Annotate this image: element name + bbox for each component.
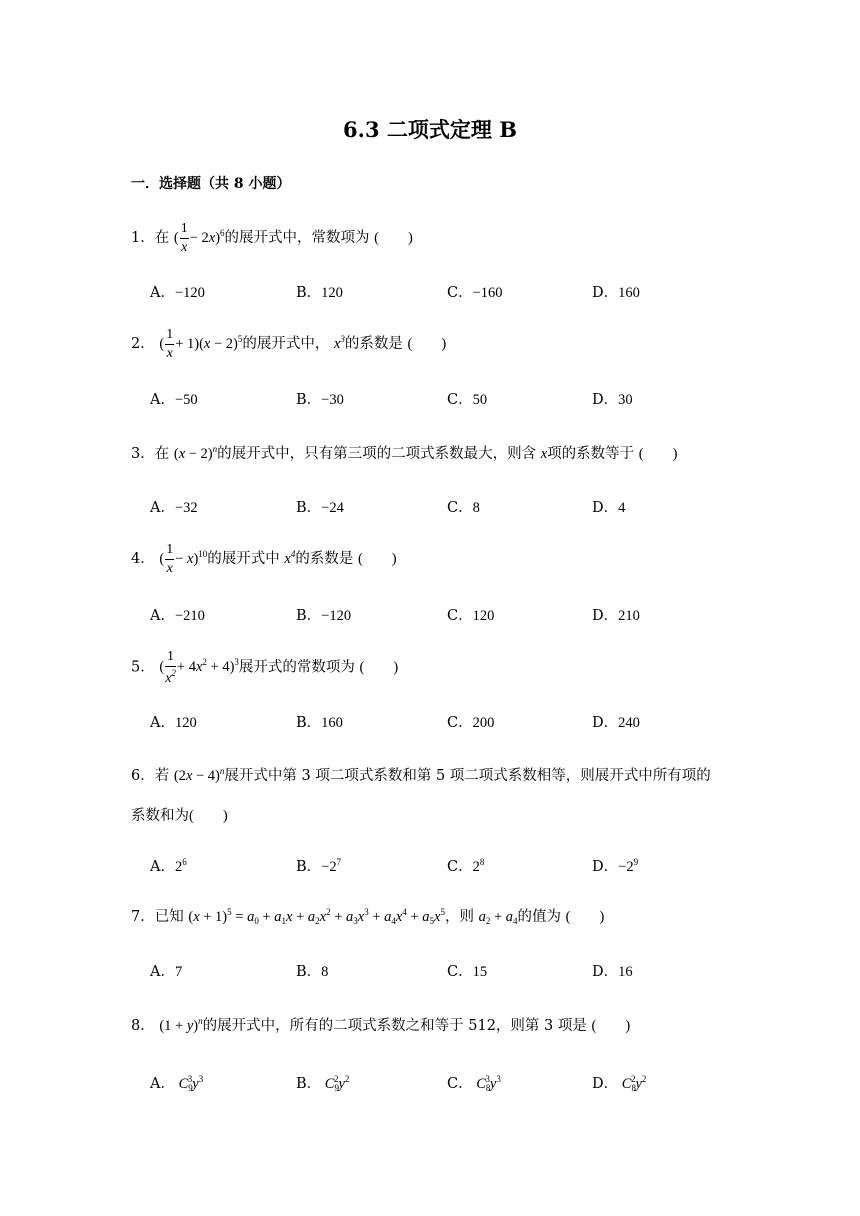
question-text: 的展开式中 [207, 550, 280, 567]
question-1 [131, 222, 413, 255]
answer-blank: ( ) [189, 808, 228, 824]
question-number: 2． [131, 335, 155, 352]
math-term: $x^4$ [284, 548, 296, 567]
question-text: 的系数是 [344, 335, 403, 352]
math-expression: $(x + 1)^5 = a_0 + a_1x + a_2x^2 + a_3x^3 + a_4x^4 + a_5x^5$ [188, 907, 445, 926]
question-number: 6． [131, 768, 155, 784]
option-b[interactable]: B．$-2^7$ [296, 857, 342, 875]
question-text: 已知 [154, 909, 184, 925]
option-c[interactable]: C． $C_8^3y^3$ [447, 1074, 501, 1093]
question-5 [131, 650, 398, 686]
question-6-line2 [131, 804, 228, 825]
answer-blank: ( ) [357, 550, 397, 567]
question-number: 4． [131, 550, 155, 567]
answer-blank: ( ) [565, 909, 605, 925]
answer-blank: ( ) [591, 1018, 631, 1034]
question-text: 的展开式中， [242, 335, 330, 352]
question-3 [131, 442, 677, 463]
question-text: 的值为 [517, 909, 561, 925]
math-term: $a_2 + a_4$ [478, 909, 518, 926]
question-text: 在 [154, 229, 170, 246]
math-term: $x^3$ [333, 333, 345, 352]
math-expression: ( $\frac{1}{x^2}$ + $4x^2 + 4)^3$ [159, 649, 239, 686]
math-expression: $(2x - 4)^n$ [173, 766, 225, 784]
question-text: 的展开式中，只有第三项的二项式系数最大，则含 [217, 446, 537, 462]
option-a[interactable]: A．−210 [150, 608, 205, 624]
option-a[interactable]: A． $C_9^3y^3$ [150, 1074, 204, 1093]
page-title: 6.3 二项式定理 B [343, 117, 517, 142]
question-text: 展开式的常数项为 [238, 659, 355, 676]
question-6 [131, 764, 711, 785]
option-d[interactable]: D．210 [592, 608, 640, 624]
math-term: x [540, 446, 548, 462]
option-c[interactable]: C．120 [447, 608, 495, 624]
answer-blank: ( ) [638, 446, 678, 462]
option-c[interactable]: C．−160 [447, 285, 503, 301]
option-c[interactable]: C．200 [447, 715, 495, 731]
option-b[interactable]: B．8 [296, 964, 329, 980]
option-a[interactable]: A．−50 [150, 392, 198, 408]
option-d[interactable]: D．30 [592, 392, 633, 408]
question-text: 的系数是 [295, 550, 354, 567]
answer-blank: ( ) [407, 335, 447, 352]
option-a[interactable]: A．−32 [150, 500, 198, 516]
option-c[interactable]: C．50 [447, 392, 488, 408]
option-d[interactable]: D． $C_8^2y^2$ [592, 1074, 647, 1093]
question-text: 的展开式中，所有的二项式系数之和等于 512，则第 3 项是 [202, 1018, 587, 1034]
option-b[interactable]: B．−24 [296, 500, 344, 516]
math-expression: ( $\frac{1}{x}$ − 2x)$^6$ [173, 221, 225, 255]
option-d[interactable]: D．4 [592, 500, 626, 516]
option-b[interactable]: B． $C_9^2y^2$ [296, 1074, 350, 1093]
question-4 [131, 543, 397, 576]
option-b[interactable]: B．120 [296, 285, 343, 301]
question-number: 3． [131, 446, 155, 462]
answer-blank: ( ) [359, 659, 399, 676]
option-a[interactable]: A．−120 [150, 285, 205, 301]
section-heading: 一．选择题（共 8 小题） [131, 176, 291, 192]
option-c[interactable]: C．8 [447, 500, 480, 516]
question-number: 8． [131, 1018, 155, 1034]
option-b[interactable]: B．160 [296, 715, 343, 731]
question-text: 的展开式中，常数项为 [224, 229, 370, 246]
math-expression: $(x - 2)^n$ [173, 444, 218, 462]
math-expression: ( $\frac{1}{x}$ + $1)(x - 2)^5$ [159, 327, 243, 361]
option-c[interactable]: C．$2^8$ [447, 857, 485, 875]
option-d[interactable]: D．240 [592, 715, 640, 731]
question-7 [131, 905, 604, 926]
question-8 [131, 1014, 630, 1035]
option-a[interactable]: A．120 [150, 715, 197, 731]
option-c[interactable]: C．15 [447, 964, 488, 980]
option-a[interactable]: A．7 [150, 964, 183, 980]
answer-blank: ( ) [374, 229, 413, 246]
question-text: ，则 [444, 909, 474, 925]
question-number: 1． [131, 229, 155, 246]
question-text: 系数和为 [131, 808, 189, 824]
question-number: 7． [131, 909, 155, 925]
question-text: 若 [154, 768, 170, 784]
math-expression: $(1 + y)^n$ [159, 1016, 203, 1034]
option-d[interactable]: D．$-2^9$ [592, 857, 639, 875]
option-b[interactable]: B．−30 [296, 392, 344, 408]
question-text: 展开式中第 3 项二项式系数和第 5 项二项式系数相等，则展开式中所有项的 [224, 768, 711, 784]
math-expression: ( $\frac{1}{x}$ − x)$^{10}$ [159, 542, 208, 576]
question-2 [131, 328, 446, 361]
question-number: 5． [131, 659, 155, 676]
option-d[interactable]: D．16 [592, 964, 633, 980]
option-a[interactable]: A．$2^6$ [150, 857, 187, 875]
option-b[interactable]: B．−120 [296, 608, 352, 624]
option-d[interactable]: D．160 [592, 285, 640, 301]
question-text: 在 [154, 446, 170, 462]
question-text: 项的系数等于 [547, 446, 635, 462]
